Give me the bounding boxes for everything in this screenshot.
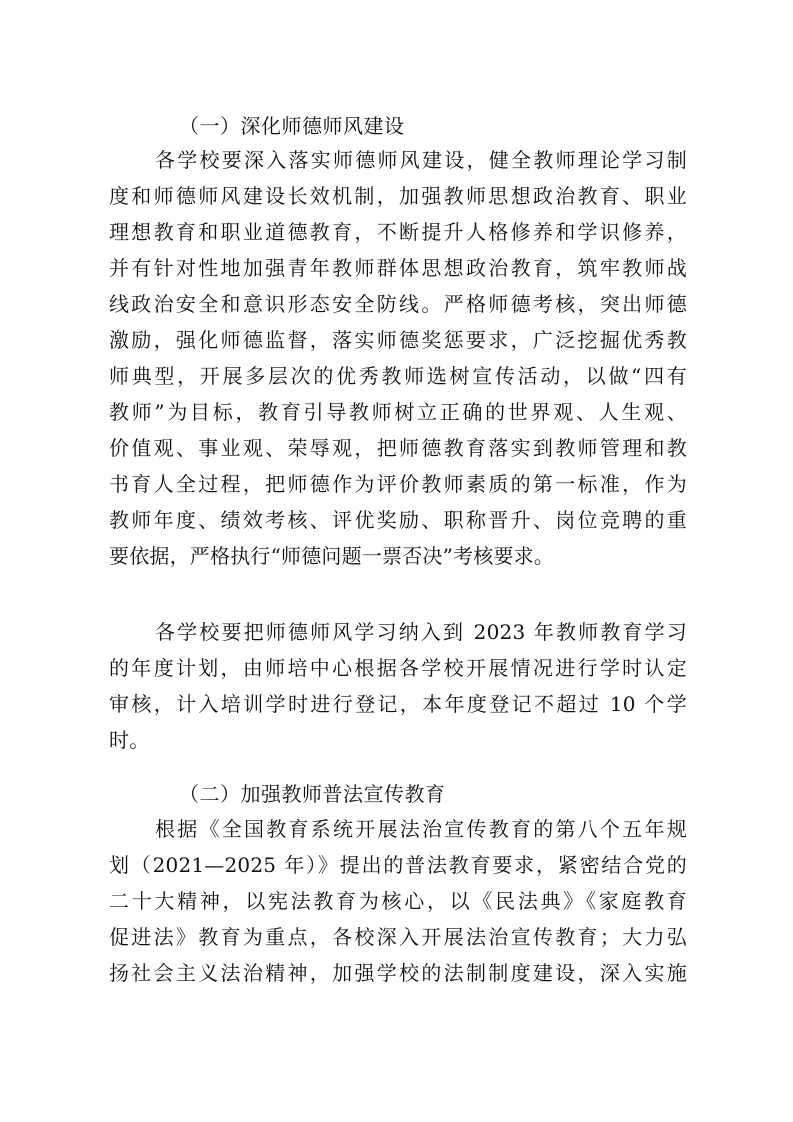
paragraph-line: 要依据，严格执行“师德问题一票否决”考核要求。 — [109, 544, 555, 568]
paragraph-law-education — [109, 811, 687, 991]
paragraph-line: 价值观、事业观、荣辱观，把师德教育落实到教师管理和教 — [109, 436, 687, 460]
paragraph-line: 线政治安全和意识形态安全防线。严格师德考核，突出师德 — [109, 292, 687, 316]
paragraph-line: 各学校要深入落实师德师风建设，健全教师理论学习制 — [155, 148, 687, 172]
paragraph-line: 划（2021—2025 年）》提出的普法教育要求，紧密结合党的 — [109, 853, 687, 877]
paragraph-line: 激励，强化师德监督，落实师德奖惩要求，广泛挖掘优秀教 — [109, 328, 687, 352]
paragraph-teacher-ethics — [109, 142, 687, 574]
paragraph-line: 二十大精神，以宪法教育为核心，以《民法典》《家庭教育 — [109, 889, 687, 913]
section-heading-2: （二）加强教师普法宣传教育 — [179, 782, 446, 806]
paragraph-line: 促进法》教育为重点，各校深入开展法治宣传教育；大力弘 — [109, 925, 687, 949]
paragraph-line: 书育人全过程，把师德作为评价教师素质的第一标准，作为 — [109, 472, 687, 496]
paragraph-line: 并有针对性地加强青年教师群体思想政治教育，筑牢教师战 — [109, 256, 687, 280]
paragraph-line: 审核，计入培训学时进行登记，本年度登记不超过 10 个学 — [109, 692, 687, 716]
paragraph-line: 教师年度、绩效考核、评优奖励、职称晋升、岗位竞聘的重 — [109, 508, 687, 532]
paragraph-line: 各学校要把师德师风学习纳入到 2023 年教师教育学习 — [155, 620, 687, 644]
paragraph-line: 教师”为目标，教育引导教师树立正确的世界观、人生观、 — [109, 400, 687, 424]
paragraph-line: 扬社会主义法治精神，加强学校的法制制度建设，深入实施 — [109, 961, 687, 985]
paragraph-line: 师典型，开展多层次的优秀教师选树宣传活动，以做“四有 — [109, 364, 687, 388]
paragraph-line: 根据《全国教育系统开展法治宣传教育的第八个五年规 — [155, 817, 687, 841]
paragraph-study-plan — [109, 614, 687, 758]
paragraph-line: 度和师德师风建设长效机制，加强教师思想政治教育、职业 — [109, 184, 687, 208]
paragraph-line: 理想教育和职业道德教育，不断提升人格修养和学识修养， — [109, 220, 687, 244]
paragraph-line: 的年度计划，由师培中心根据各学校开展情况进行学时认定 — [109, 656, 687, 680]
section-heading-1: （一）深化师德师风建设 — [179, 114, 405, 138]
paragraph-line: 时。 — [109, 728, 150, 752]
